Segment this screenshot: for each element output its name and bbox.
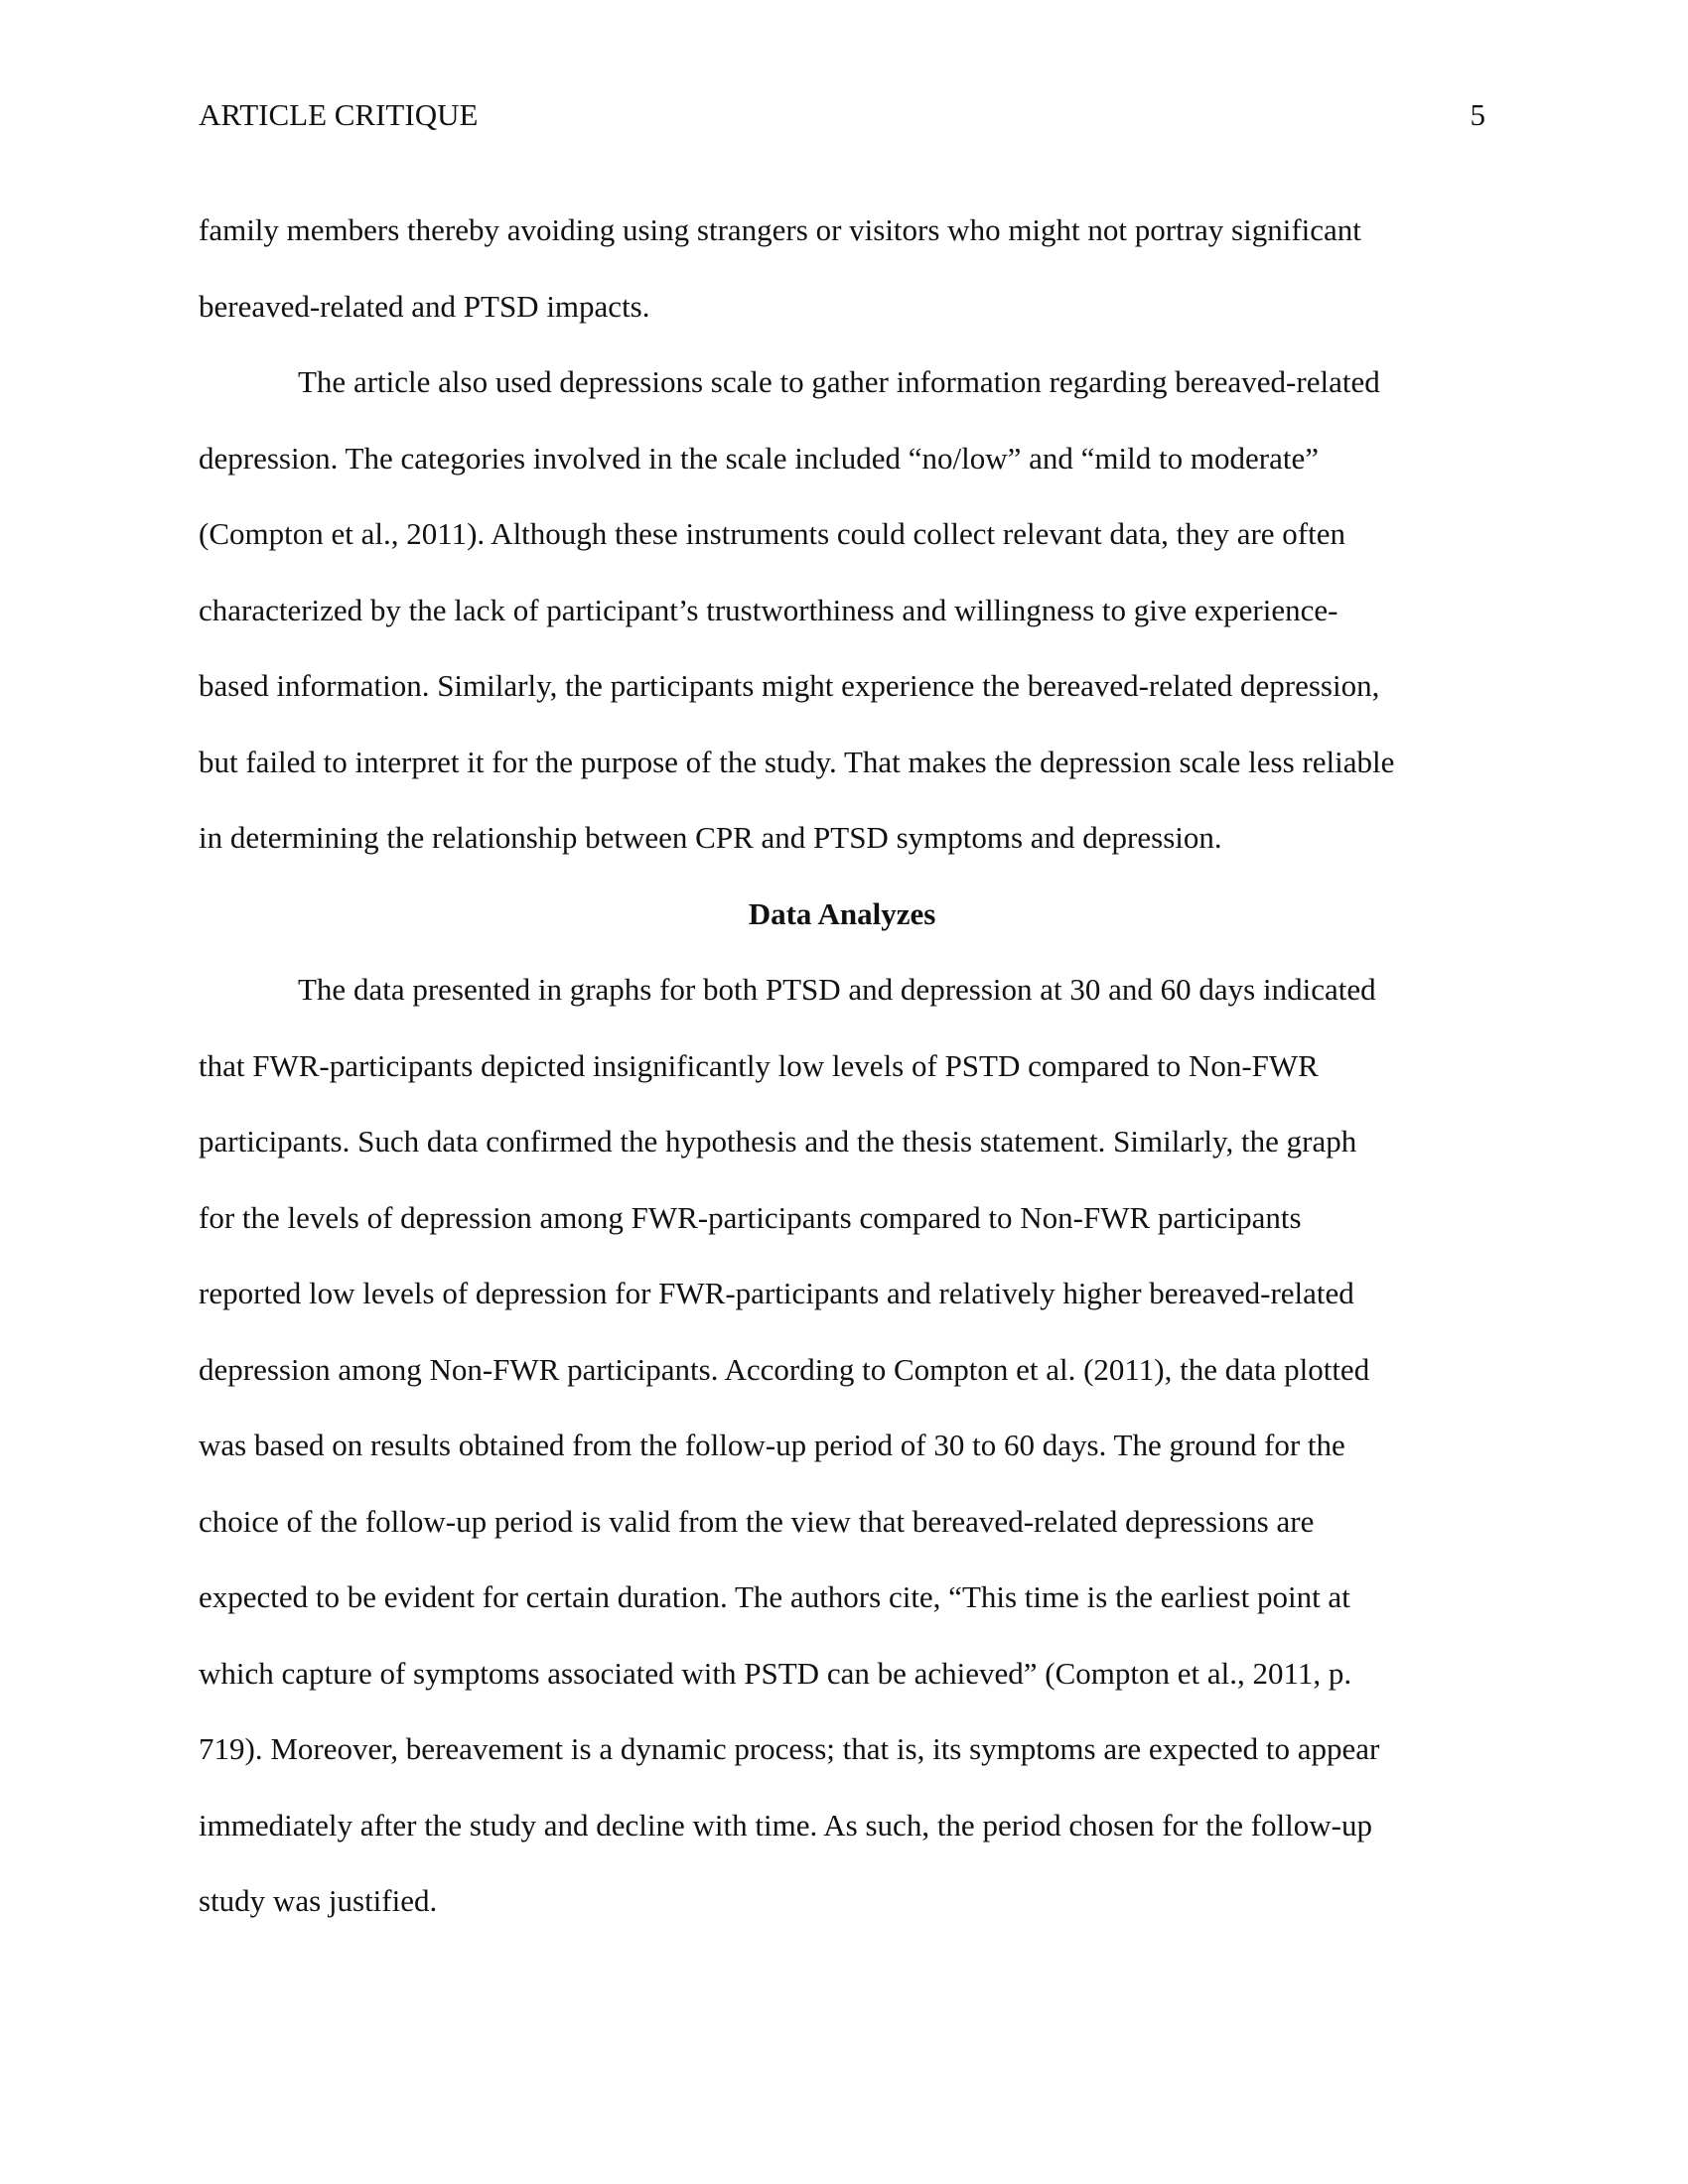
text-line: 719). Moreover, bereavement is a dynamic process; that is, its symptoms are expected to appear [199, 1731, 1380, 1766]
text-line: was based on results obtained from the follow-up period of 30 to 60 days. The ground for the [199, 1428, 1345, 1462]
text-line: (Compton et al., 2011). Although these instruments could collect relevant data, they are often [199, 516, 1346, 551]
text-line: characterized by the lack of participant’s trustworthiness and willingness to give experience- [199, 592, 1338, 627]
section-heading: Data Analyzes [748, 895, 936, 931]
text-line: depression. The categories involved in the scale included “no/low” and “mild to moderate” [199, 440, 1319, 476]
text-line: reported low levels of depression for FWR-participants and relatively higher bereaved-related [199, 1276, 1354, 1310]
text-line: The article also used depressions scale to gather information regarding bereaved-related [298, 364, 1380, 399]
text-line: which capture of symptoms associated with PSTD can be achieved” (Compton et al., 2011, p. [199, 1655, 1352, 1691]
text-line: immediately after the study and decline with time. As such, the period chosen for the follow-up [199, 1807, 1372, 1843]
text-line: family members thereby avoiding using strangers or visitors who might not portray significant [199, 212, 1361, 247]
text-line: that FWR-participants depicted insignificantly low levels of PSTD compared to Non-FWR [199, 1047, 1319, 1083]
text-line: study was justified. [199, 1883, 438, 1918]
running-head [199, 95, 1485, 135]
text-line: expected to be evident for certain duration. The authors cite, “This time is the earliest point at [199, 1579, 1350, 1614]
text-line: based information. Similarly, the participants might experience the bereaved-related depression, [199, 668, 1380, 703]
text-line: choice of the follow-up period is valid from the view that bereaved-related depressions are [199, 1503, 1315, 1539]
text-line: for the levels of depression among FWR-participants compared to Non-FWR participants [199, 1199, 1302, 1235]
text-line: The data presented in graphs for both PTSD and depression at 30 and 60 days indicated [298, 972, 1376, 1007]
text-line: but failed to interpret it for the purpose of the study. That makes the depression scale less reliable [199, 744, 1395, 779]
text-line: depression among Non-FWR participants. According to Compton et al. (2011), the data plotted [199, 1351, 1370, 1387]
running-head-title: ARTICLE CRITIQUE [199, 97, 479, 132]
text-line: bereaved-related and PTSD impacts. [199, 288, 650, 324]
text-line: participants. Such data confirmed the hypothesis and the thesis statement. Similarly, the graph [199, 1124, 1357, 1159]
page-number: 5 [1470, 97, 1485, 132]
body-text [199, 193, 1499, 1940]
text-line: in determining the relationship between CPR and PTSD symptoms and depression. [199, 820, 1222, 855]
